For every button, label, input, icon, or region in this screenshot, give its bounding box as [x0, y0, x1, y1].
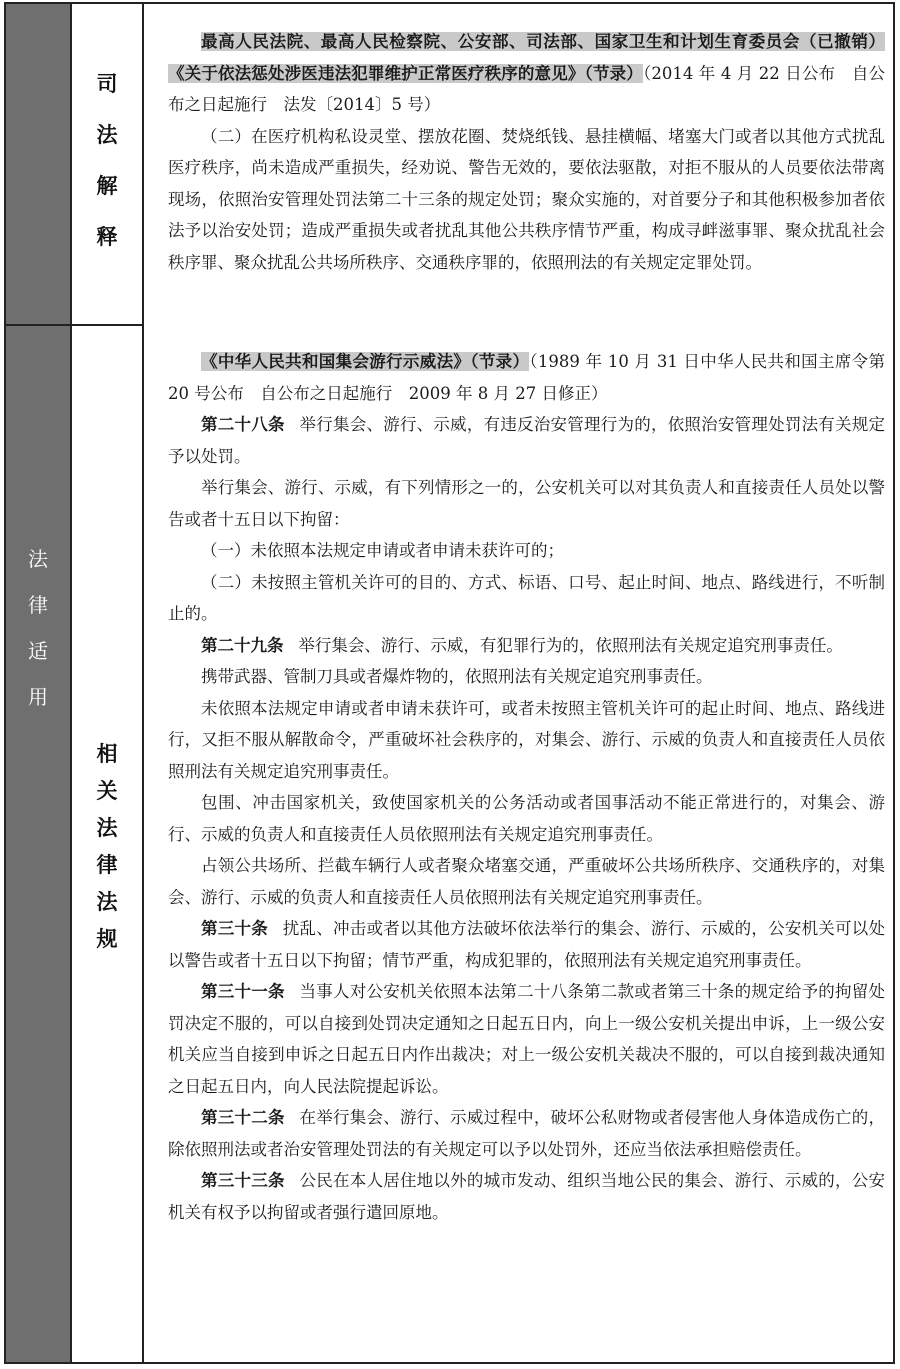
category-column-law-application [6, 4, 72, 1362]
subcategory-char: 释 [96, 225, 118, 249]
document-meta: （2014 年 4 月 22 日公布 自公布之日起施行 法发〔2014〕5 号） [168, 63, 885, 114]
article-paragraph [168, 976, 885, 1102]
subcategory-label-related-laws [72, 744, 142, 966]
paragraph: 占领公共场所、拦截车辆行人或者聚众堵塞交通，严重破坏公共场所秩序、交通秩序的，对集会、游行、示威的负责人和直接责任人员依照刑法有关规定追究刑事责任。 [168, 856, 885, 907]
subcategory-column [72, 4, 144, 1362]
judicial-interpretation-section [168, 26, 885, 278]
paragraph: 举行集会、游行、示威，有下列情形之一的，公安机关可以对其负责人和直接责任人员处以警告或者十五日以下拘留： [168, 478, 885, 529]
article-label: 第三十三条 [201, 1171, 285, 1190]
category-char: 律 [28, 593, 48, 617]
category-char: 用 [28, 685, 48, 709]
subcategory-char: 司 [96, 72, 118, 96]
article-paragraph [168, 630, 885, 662]
list-item: （一）未依照本法规定申请或者申请未获许可的； [201, 541, 564, 560]
subcategory-char: 律 [96, 853, 118, 877]
article-label: 第二十八条 [201, 415, 285, 434]
category-char: 适 [28, 639, 48, 663]
document-heading [168, 346, 885, 409]
article-text: 举行集会、游行、示威，有违反治安管理行为的，依照治安管理处罚法有关规定予以处罚。 [168, 415, 886, 466]
article-text: 在举行集会、游行、示威过程中，破坏公私财物或者侵害他人身体造成伤亡的，除依照刑法或者治安管理处罚法的有关规定可以予以处罚外，还应当依法承担赔偿责任。 [168, 1108, 886, 1159]
article-label: 第三十条 [201, 919, 268, 938]
subcategory-char: 关 [96, 779, 118, 803]
paragraph: 包围、冲击国家机关，致使国家机关的公务活动或者国事活动不能正常进行的，对集会、游行、示威的负责人和直接责任人员依照刑法有关规定追究刑事责任。 [168, 793, 885, 844]
document-title: 最高人民法院、最高人民检察院、公安部、司法部、国家卫生和计划生育委员会（已撤销）《关于依法惩处涉医违法犯罪维护正常医疗秩序的意见》（节录） [168, 32, 885, 83]
paragraph: （二）在医疗机构私设灵堂、摆放花圈、焚烧纸钱、悬挂横幅、堵塞大门或者以其他方式扰乱医疗秩序，尚未造成严重损失，经劝说、警告无效的，要依法驱散，对拒不服从的人员要依法带离现场，依照治安管理处罚法第二十三条的规定处罚；聚众实施的，对首要分子和其他积极参加者依法予以治安处罚；造成严重损失或者扰乱其他公共秩序情节严重，构成寻衅滋事罪、聚众扰乱社会秩序罪、聚众扰乱公共场所秩序、交通秩序罪的，依照刑法的有关规定定罪处罚。 [168, 126, 885, 272]
paragraph: 携带武器、管制刀具或者爆炸物的，依照刑法有关规定追究刑事责任。 [201, 667, 713, 686]
subcategory-char: 解 [96, 174, 118, 198]
document-title: 《中华人民共和国集会游行示威法》（节录） [201, 352, 530, 371]
category-label-law-application [6, 549, 70, 733]
article-paragraph [168, 1102, 885, 1165]
document-meta: （1989 年 10 月 31 日中华人民共和国主席令第 20 号公布 自公布之日起施行 2009 年 8 月 27 日修正） [168, 352, 885, 403]
document-heading [168, 26, 885, 121]
subcategory-char: 相 [96, 742, 118, 766]
article-paragraph [168, 409, 885, 472]
list-item: （二）未按照主管机关许可的目的、方式、标语、口号、起止时间、地点、路线进行，不听制止的。 [168, 572, 885, 623]
subcategory-char: 规 [96, 927, 118, 951]
subcategory-char: 法 [96, 890, 118, 914]
article-label: 第三十一条 [201, 982, 285, 1001]
article-label: 第二十九条 [201, 635, 284, 655]
category-column-upper-cell [6, 4, 70, 326]
category-char: 法 [28, 547, 48, 571]
related-laws-section [168, 346, 885, 1228]
article-paragraph [168, 913, 885, 976]
content-column [144, 4, 893, 1362]
article-paragraph [168, 1165, 885, 1228]
article-text: 扰乱、冲击或者以其他方法破坏依法举行的集会、游行、示威的，公安机关可以处以警告或者十五日以下拘留；情节严重，构成犯罪的，依照刑法有关规定追究刑事责任。 [168, 919, 886, 970]
subcategory-cell-judicial-interpretation [72, 4, 142, 326]
subcategory-char: 法 [96, 816, 118, 840]
subcategory-label-judicial-interpretation [72, 74, 142, 278]
paragraph: 未依照本法规定申请或者申请未获许可，或者未按照主管机关许可的起止时间、地点、路线进行，又拒不服从解散命令，严重破坏社会秩序的，对集会、游行、示威的负责人和直接责任人员依照刑法有关规定追究刑事责任。 [168, 698, 885, 781]
article-text: 举行集会、游行、示威，有犯罪行为的，依照刑法有关规定追究刑事责任。 [298, 635, 843, 655]
article-label: 第三十二条 [201, 1108, 285, 1127]
article-text: 公民在本人居住地以外的城市发动、组织当地公民的集会、游行、示威的，公安机关有权予以拘留或者强行遣回原地。 [168, 1171, 886, 1222]
legal-table [4, 2, 895, 1364]
subcategory-char: 法 [96, 123, 118, 147]
article-text: 当事人对公安机关依照本法第二十八条第二款或者第三十条的规定给予的拘留处罚决定不服的，可以自接到处罚决定通知之日起五日内，向上一级公安机关提出申诉，上一级公安机关应当自接到申诉之日起五日内作出裁决；对上一级公安机关裁决不服的，可以自接到裁决通知之日起五日内，向人民法院提起诉讼。 [168, 982, 886, 1096]
